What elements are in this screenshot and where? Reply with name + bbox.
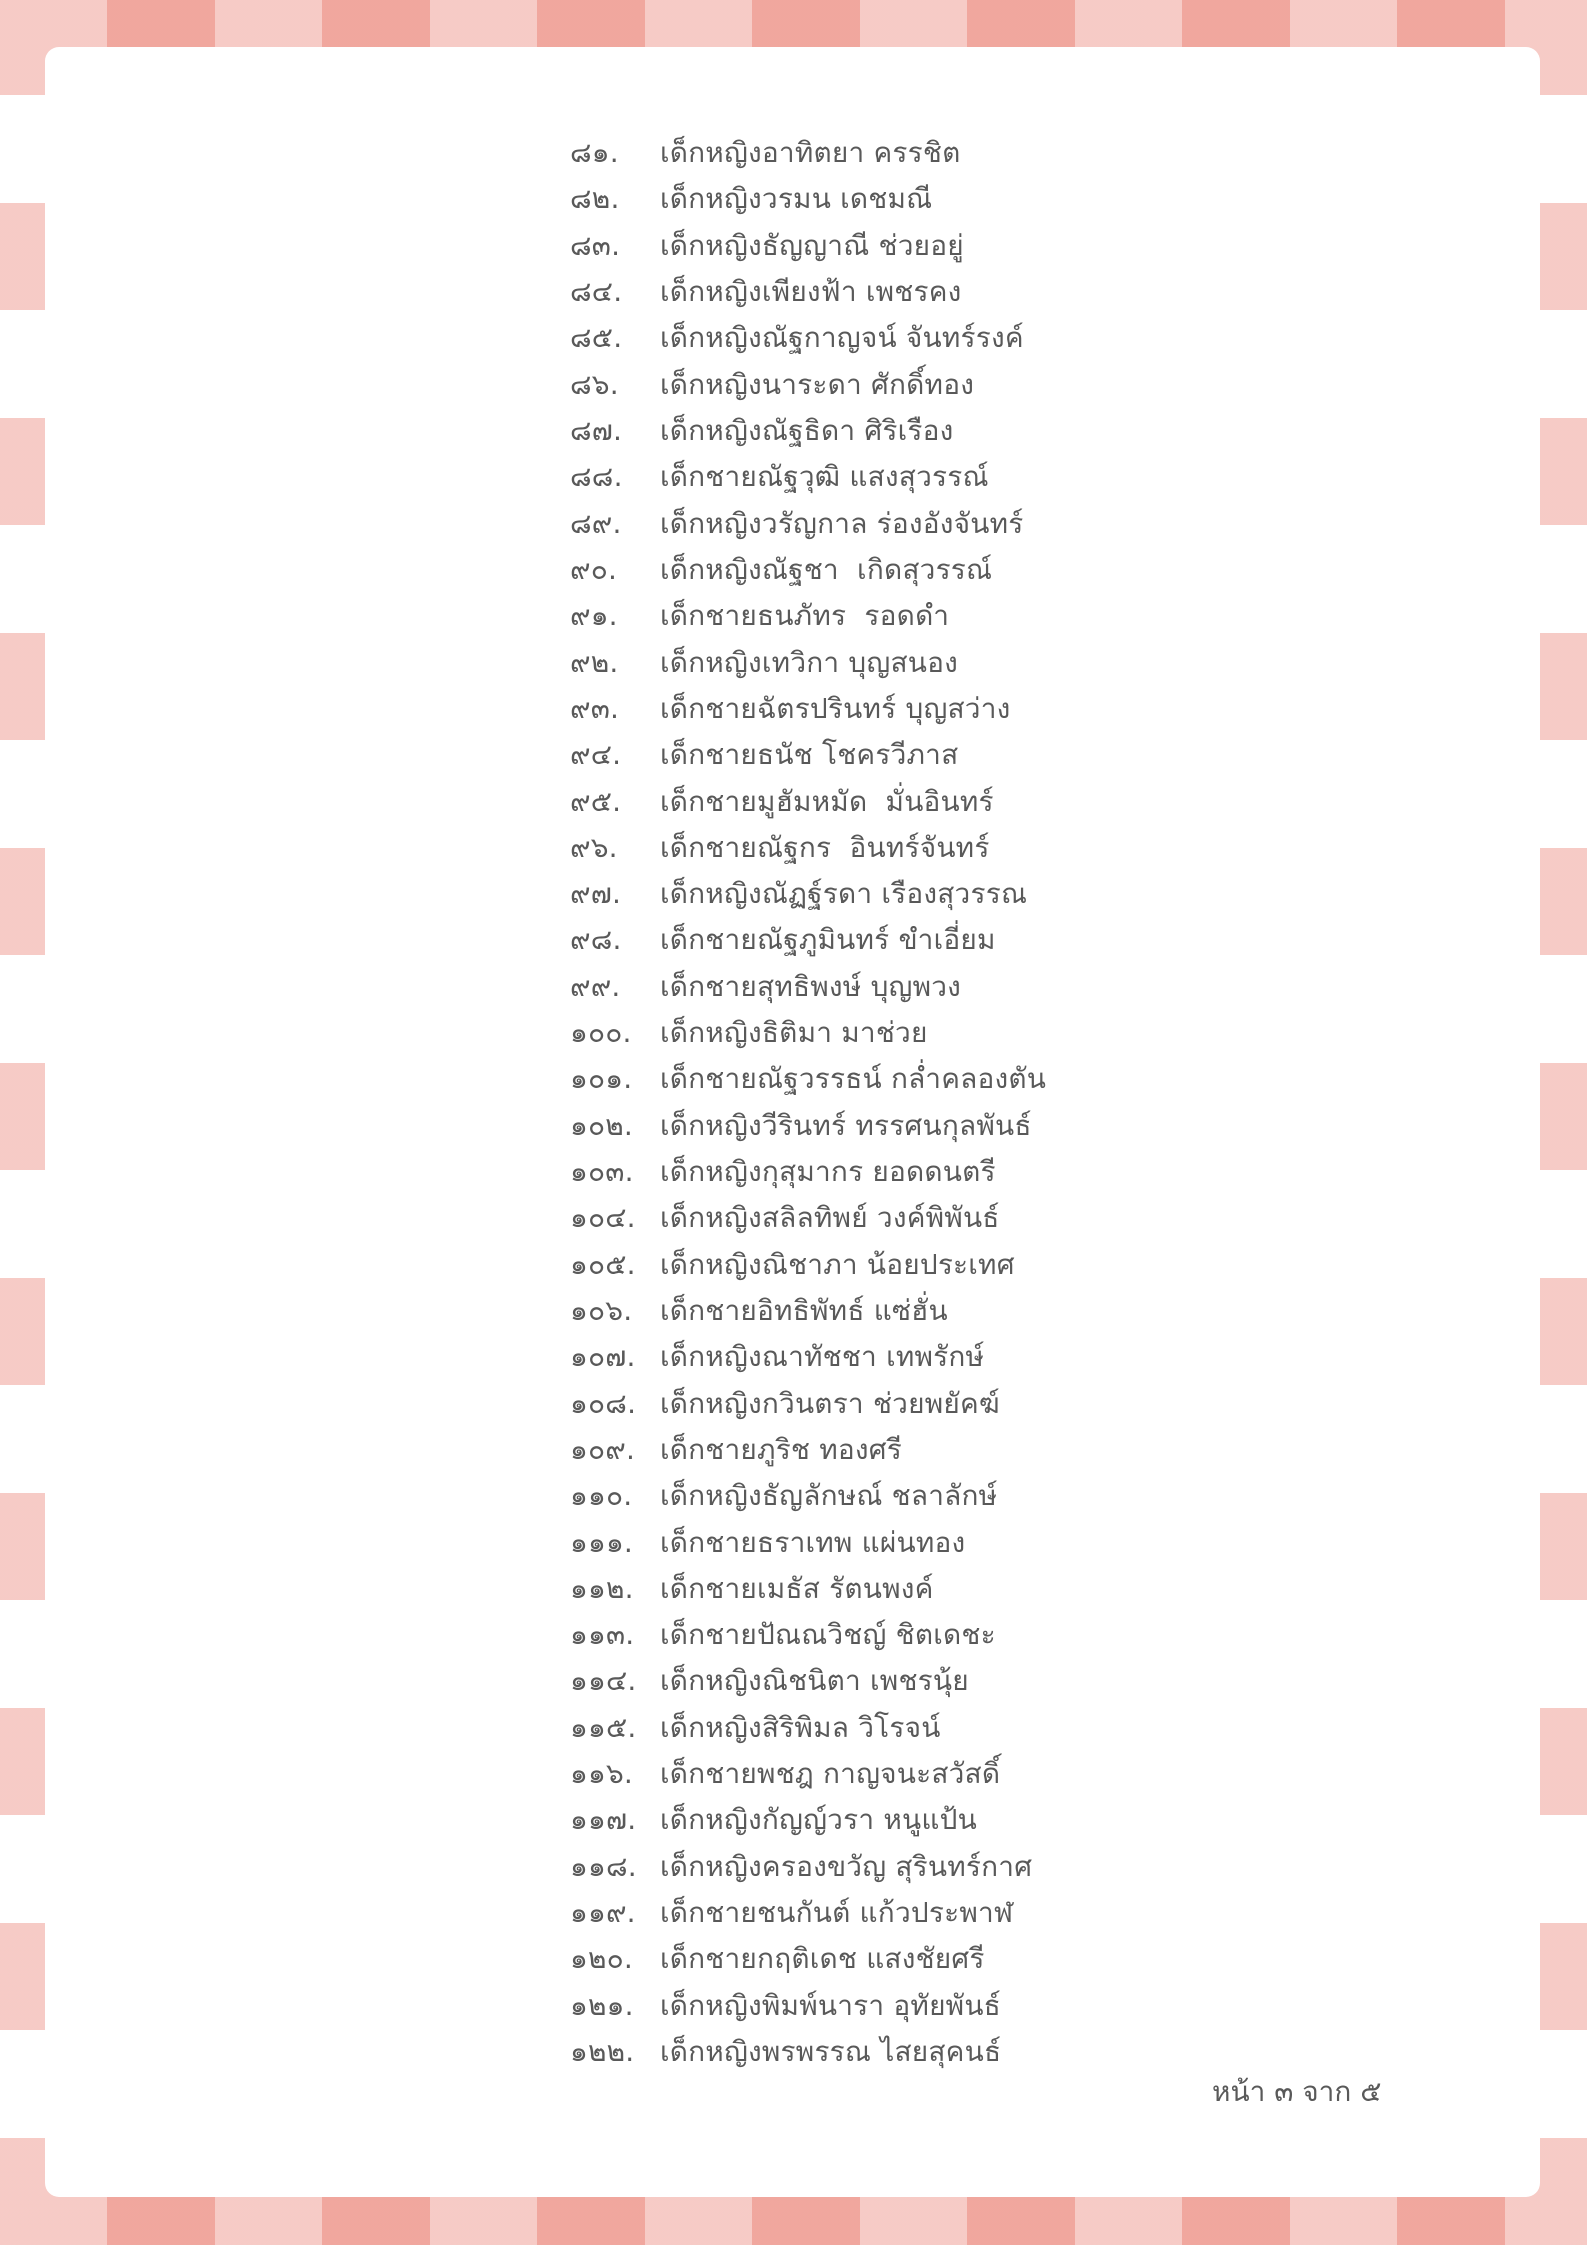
item-number: ๑๐๗. <box>570 1340 636 1374</box>
item-number: ๙๕. <box>570 784 622 818</box>
item-number: ๘๔. <box>570 275 623 309</box>
list-item <box>570 1890 1540 1936</box>
student-name: เด็กหญิงพรพรรณ ไสยสุคนธ์ <box>660 2034 1002 2068</box>
list-item <box>570 1056 1540 1102</box>
list-item <box>570 1844 1540 1890</box>
list-item <box>570 1658 1540 1704</box>
student-name: เด็กชายธนภัทร รอดดำ <box>660 599 950 633</box>
item-number: ๑๒๑. <box>570 1988 634 2022</box>
list-item <box>570 1380 1540 1426</box>
list-item <box>570 1473 1540 1519</box>
list-item <box>570 1751 1540 1797</box>
list-item <box>570 501 1540 547</box>
item-number: ๑๐๐. <box>570 1016 632 1050</box>
item-number: ๑๑๔. <box>570 1664 637 1698</box>
list-item <box>570 1103 1540 1149</box>
item-number: ๙๐. <box>570 552 618 586</box>
student-name: เด็กชายณัฐกร อินทร์จันทร์ <box>660 830 990 864</box>
student-name: เด็กหญิงพิมพ์นารา อุทัยพันธ์ <box>660 1988 1001 2022</box>
item-number: ๑๐๙. <box>570 1432 636 1466</box>
list-item <box>570 639 1540 685</box>
list-item <box>570 778 1540 824</box>
item-number: ๘๑. <box>570 136 619 170</box>
item-number: ๙๗. <box>570 877 622 911</box>
student-name: เด็กชายพชฎ กาญจนะสวัสดิ์ <box>660 1757 1001 1791</box>
item-number: ๑๐๖. <box>570 1293 633 1327</box>
list-item <box>570 1195 1540 1241</box>
item-number: ๑๑๙. <box>570 1896 636 1930</box>
item-number: ๙๔. <box>570 738 622 772</box>
student-name: เด็กชายปัณณวิชญ์ ชิตเดชะ <box>660 1618 996 1652</box>
student-name: เด็กหญิงเพียงฟ้า เพชรคง <box>660 275 962 309</box>
item-number: ๑๑๑. <box>570 1525 634 1559</box>
student-name: เด็กหญิงอาทิตยา ครรชิต <box>660 136 961 170</box>
student-name: เด็กหญิงณัฐชา เกิดสุวรรณ์ <box>660 552 993 586</box>
list-item <box>570 964 1540 1010</box>
item-number: ๑๑๘. <box>570 1849 637 1883</box>
list-item <box>570 1010 1540 1056</box>
list-item <box>570 1149 1540 1195</box>
list-item <box>570 130 1540 176</box>
student-name: เด็กชายณัฐภูมินทร์ ขำเอี่ยม <box>660 923 996 957</box>
student-name: เด็กชายฉัตรปรินทร์ บุญสว่าง <box>660 691 1011 725</box>
student-name: เด็กชายธนัช โชครวีภาส <box>660 738 959 772</box>
page-number-footer: หน้า ๓ จาก ๕ <box>1212 2075 1382 2108</box>
student-name: เด็กชายณัฐวรรธน์ กล่ำคลองตัน <box>660 1062 1047 1096</box>
item-number: ๙๘. <box>570 923 622 957</box>
item-number: ๘๒. <box>570 182 620 216</box>
student-name: เด็กชายภูริช ทองศรี <box>660 1432 902 1466</box>
item-number: ๘๕. <box>570 321 623 355</box>
list-item <box>570 1566 1540 1612</box>
item-number: ๙๒. <box>570 645 619 679</box>
list-item <box>570 1288 1540 1334</box>
paper-sheet <box>45 47 1540 2197</box>
list-item <box>570 454 1540 500</box>
list-item <box>570 1705 1540 1751</box>
list-item <box>570 1936 1540 1982</box>
list-item <box>570 686 1540 732</box>
item-number: ๙๓. <box>570 691 620 725</box>
list-item <box>570 1242 1540 1288</box>
student-name: เด็กหญิงวรัญกาล ร่องอังจันทร์ <box>660 506 1024 540</box>
student-name: เด็กหญิงกัญญ์วรา หนูแป้น <box>660 1803 977 1837</box>
item-number: ๑๑๕. <box>570 1710 637 1744</box>
item-number: ๘๙. <box>570 506 622 540</box>
list-item <box>570 1519 1540 1565</box>
student-name: เด็กหญิงณัฐกาญจน์ จันทร์รงค์ <box>660 321 1024 355</box>
list-item <box>570 871 1540 917</box>
list-item <box>570 1334 1540 1380</box>
student-name: เด็กชายกฤติเดช แสงชัยศรี <box>660 1942 985 1976</box>
list-item <box>570 593 1540 639</box>
item-number: ๑๒๐. <box>570 1942 634 1976</box>
student-list <box>45 130 1540 2075</box>
student-name: เด็กชายมูฮัมหมัด มั่นอินทร์ <box>660 784 994 818</box>
item-number: ๑๐๘. <box>570 1386 637 1420</box>
student-name: เด็กชายชนกันต์ แก้วประพาฬ <box>660 1896 1014 1930</box>
item-number: ๑๑๐. <box>570 1479 633 1513</box>
list-item <box>570 223 1540 269</box>
student-name: เด็กหญิงกุสุมากร ยอดดนตรี <box>660 1155 996 1189</box>
item-number: ๙๖. <box>570 830 618 864</box>
item-number: ๑๑๗. <box>570 1803 637 1837</box>
list-item <box>570 176 1540 222</box>
list-item <box>570 1797 1540 1843</box>
list-item <box>570 825 1540 871</box>
item-number: ๑๐๑. <box>570 1062 633 1096</box>
list-item <box>570 315 1540 361</box>
item-number: ๑๐๓. <box>570 1155 634 1189</box>
item-number: ๑๒๒. <box>570 2034 635 2068</box>
item-number: ๑๐๕. <box>570 1247 636 1281</box>
student-name: เด็กหญิงสิริพิมล วิโรจน์ <box>660 1710 941 1744</box>
list-item <box>570 732 1540 778</box>
item-number: ๑๐๒. <box>570 1108 634 1142</box>
list-item <box>570 1983 1540 2029</box>
student-name: เด็กหญิงเทวิกา บุญสนอง <box>660 645 958 679</box>
student-name: เด็กหญิงครองขวัญ สุรินทร์กาศ <box>660 1849 1033 1883</box>
student-name: เด็กชายเมธัส รัตนพงค์ <box>660 1571 934 1605</box>
item-number: ๘๖. <box>570 367 619 401</box>
list-item <box>570 408 1540 454</box>
student-name: เด็กหญิงธิติมา มาช่วย <box>660 1016 928 1050</box>
item-number: ๑๑๖. <box>570 1757 634 1791</box>
student-name: เด็กชายธราเทพ แผ่นทอง <box>660 1525 966 1559</box>
student-name: เด็กหญิงธัญญาณี ช่วยอยู่ <box>660 228 964 262</box>
item-number: ๙๙. <box>570 969 621 1003</box>
student-name: เด็กหญิงวีรินทร์ ทรรศนกุลพันธ์ <box>660 1108 1032 1142</box>
student-name: เด็กหญิงธัญลักษณ์ ชลาลักษ์ <box>660 1479 998 1513</box>
item-number: ๘๓. <box>570 228 621 262</box>
student-name: เด็กชายสุทธิพงษ์ บุญพวง <box>660 969 962 1003</box>
student-name: เด็กหญิงณิชนิตา เพชรนุ้ย <box>660 1664 969 1698</box>
list-item <box>570 362 1540 408</box>
student-name: เด็กชายอิทธิพัทธ์ แซ่ฮั่น <box>660 1293 948 1327</box>
list-item <box>570 547 1540 593</box>
item-number: ๑๑๓. <box>570 1618 635 1652</box>
item-number: ๙๑. <box>570 599 618 633</box>
item-number: ๑๐๔. <box>570 1201 636 1235</box>
list-item <box>570 917 1540 963</box>
list-item <box>570 2029 1540 2075</box>
student-name: เด็กหญิงณัฐธิดา ศิริเรือง <box>660 414 954 448</box>
student-name: เด็กหญิงณัฏฐ์รดา เรืองสุวรรณ <box>660 877 1028 911</box>
student-name: เด็กหญิงณิชาภา น้อยประเทศ <box>660 1247 1015 1281</box>
item-number: ๘๘. <box>570 460 623 494</box>
student-name: เด็กชายณัฐวุฒิ แสงสุวรรณ์ <box>660 460 989 494</box>
list-item <box>570 1427 1540 1473</box>
item-number: ๑๑๒. <box>570 1571 634 1605</box>
student-name: เด็กหญิงวรมน เดชมณี <box>660 182 933 216</box>
list-item <box>570 1612 1540 1658</box>
item-number: ๘๗. <box>570 414 623 448</box>
student-name: เด็กหญิงนาระดา ศักดิ์ทอง <box>660 367 975 401</box>
student-name: เด็กหญิงกวินตรา ช่วยพยัคฆ์ <box>660 1386 1000 1420</box>
list-item <box>570 269 1540 315</box>
student-name: เด็กหญิงสลิลทิพย์ วงค์พิพันธ์ <box>660 1201 1000 1235</box>
student-name: เด็กหญิงณาทัชชา เทพรักษ์ <box>660 1340 985 1374</box>
